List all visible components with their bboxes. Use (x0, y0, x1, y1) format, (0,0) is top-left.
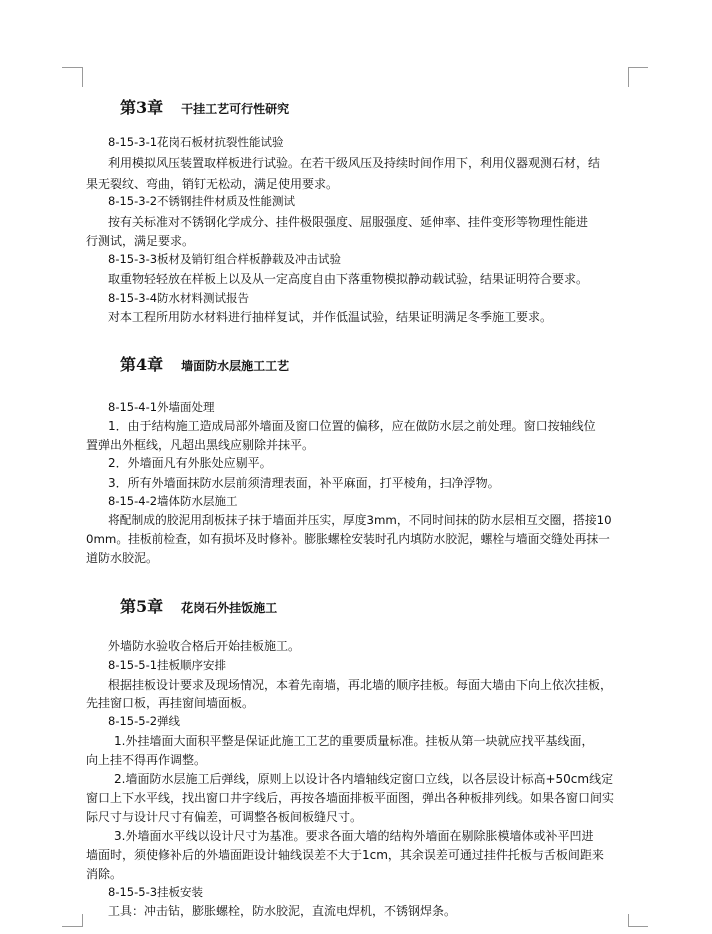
paragraph-line: 置弹出外框线，凡超出黑线应剔除并抹平。 (86, 438, 315, 452)
paragraph-line: 际尺寸与设计尺寸有偏差，可调整各板间板缝尺寸。 (86, 810, 363, 824)
paragraph-line: 向上挂不得再作调整。 (86, 753, 207, 767)
section-heading: 8-15-3-2不锈钢挂件材质及性能测试 (108, 194, 296, 208)
paragraph-line: 消除。 (86, 867, 123, 881)
section-heading: 8-15-5-1挂板顺序安排 (108, 658, 227, 672)
paragraph-line: 根据挂板设计要求及现场情况，本着先南墙，再北墙的顺序挂板。每面大墙由下向上依次挂板， (108, 678, 613, 692)
paragraph-line: 2.墙面防水层施工后弹线，原则上以设计各内墙轴线定窗口立线，以各层设计标高+50cm线定 (114, 772, 614, 786)
paragraph-line: 利用模拟风压装置取样板进行试验。在若干级风压及持续时间作用下，利用仪器观测石材，结 (108, 156, 601, 170)
crop-mark-top-right (628, 67, 629, 87)
section-heading: 8-15-4-2墙体防水层施工 (108, 494, 238, 508)
section-heading: 8-15-5-3挂板安装 (108, 885, 204, 899)
section-heading: 8-15-3-3板材及销钉组合样板静载及冲击试验 (108, 252, 342, 266)
paragraph-line: 道防水胶泥。 (86, 551, 159, 565)
section-heading: 8-15-5-2弹线 (108, 714, 181, 728)
paragraph-line: 墙面时，须使修补后的外墙面距设计轴线误差不大于1cm，其余误差可通过挂件托板与舌板间距来 (86, 848, 604, 862)
chapter-number: 第5章 (120, 597, 164, 616)
paragraph-line: 果无裂纹、弯曲，销钉无松动，满足使用要求。 (86, 177, 339, 191)
section-heading: 8-15-3-4防水材料测试报告 (108, 291, 250, 305)
paragraph-line: 对本工程所用防水材料进行抽样复试，并作低温试验，结果证明满足冬季施工要求。 (108, 310, 553, 324)
paragraph-line: 取重物轻轻放在样板上以及从一定高度自由下落重物模拟静动载试验，结果证明符合要求。 (108, 272, 589, 286)
chapter-title: 干挂工艺可行性研究 (181, 102, 290, 116)
paragraph-line: 0mm。挂板前检查，如有损坏及时修补。膨胀螺栓安装时孔内填防水胶泥，螺栓与墙面交缝处再抹一 (86, 532, 610, 546)
chapter-number: 第3章 (120, 98, 164, 117)
paragraph-line: 工具：冲击钻，膨胀螺栓，防水胶泥，直流电焊机，不锈钢焊条。 (108, 904, 457, 918)
paragraph-line: 1.外挂墙面大面积平整是保证此施工工艺的重要质量标准。挂板从第一块就应找平基线面， (114, 734, 594, 748)
paragraph-line: 外墙防水验收合格后开始挂板施工。 (108, 639, 301, 653)
chapter-title: 墙面防水层施工工艺 (181, 359, 290, 373)
crop-mark-top-right (628, 67, 648, 68)
crop-mark-top-left (82, 67, 83, 87)
paragraph-line: 窗口上下水平线，找出窗口井字线后，再按各墙面排板平面图，弹出各种板排列线。如果各窗口间实 (86, 791, 615, 805)
chapter-heading (120, 594, 277, 617)
chapter-heading (120, 352, 289, 375)
paragraph-line: 将配制成的胶泥用刮板抹子抹于墙面并压实，厚度3mm，不同时间抹的防水层相互交圈，搭接10 (108, 513, 612, 527)
paragraph-line: 先挂窗口板，再挂窗间墙面板。 (86, 696, 255, 710)
crop-mark-top-left (62, 67, 82, 68)
paragraph-line: 2．外墙面凡有外胀处应剔平。 (108, 456, 272, 470)
paragraph-line: 3．所有外墙面抹防水层前须清理表面，补平麻面，打平棱角，扫净浮物。 (108, 476, 500, 490)
crop-mark-bottom-left (82, 914, 83, 927)
section-heading: 8-15-4-1外墙面处理 (108, 400, 215, 414)
chapter-title: 花岗石外挂饭施工 (181, 601, 278, 615)
crop-mark-bottom-right (628, 914, 629, 927)
crop-mark-bottom-left (62, 926, 82, 927)
section-heading: 8-15-3-1花岗石板材抗裂性能试验 (108, 135, 284, 149)
paragraph-line: 行测试，满足要求。 (86, 234, 195, 248)
paragraph-line: 按有关标准对不锈钢化学成分、挂件极限强度、屈服强度、延伸率、挂件变形等物理性能进 (108, 215, 589, 229)
chapter-heading (120, 95, 289, 118)
chapter-number: 第4章 (120, 355, 164, 374)
crop-mark-bottom-right (628, 926, 648, 927)
paragraph-line: 3.外墙面水平线以设计尺寸为基准。要求各面大墙的结构外墙面在剔除胀模墙体或补平凹进 (114, 829, 594, 843)
paragraph-line: 1．由于结构施工造成局部外墙面及窗口位置的偏移，应在做防水层之前处理。窗口按轴线位 (108, 419, 596, 433)
